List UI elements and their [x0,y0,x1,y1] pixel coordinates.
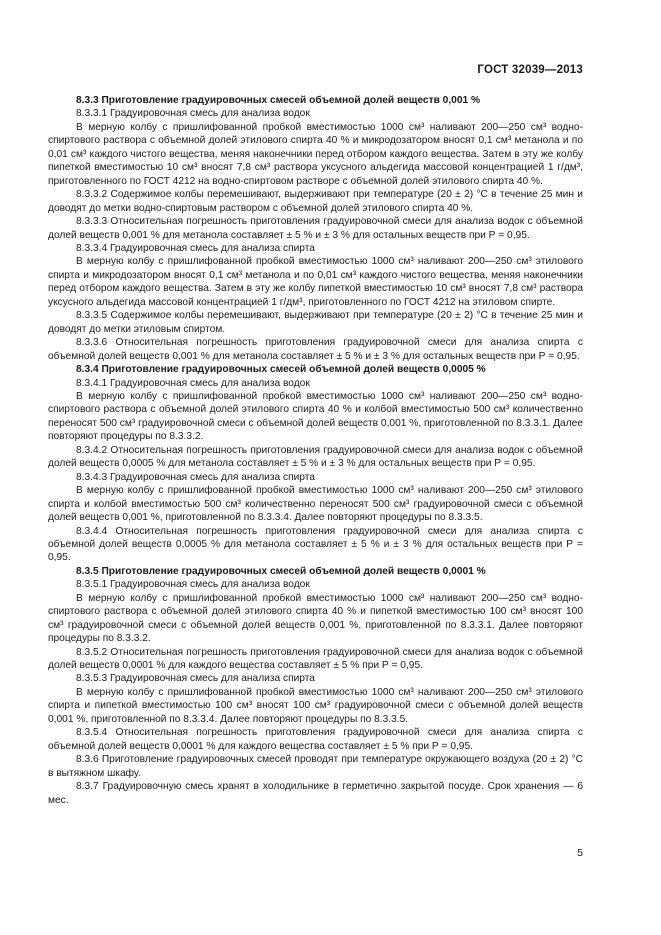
paragraph: 8.3.5.2 Относительная погрешность приготовления градуировочной смеси для анализа водок с объемной долей веществ 0,0001 % для каждого вещества составляет ± 5 % при Р = 0,95. [48,646,583,672]
paragraph: В мерную колбу с пришлифованной пробкой вместимостью 1000 см³ наливают 200—250 см³ водно-спиртового раствора с объемной долей этилового спирта 40 % и пипеткой вместимостью 100 см³ вносят 100 см³ градуировочной смеси с объемной долей веществ 0,001 %, приготовленной по 8.3.3.1. Далее повторяют процедуры по 8.3.3.2. [48,592,583,645]
paragraph: 8.3.3.6 Относительная погрешность приготовления градуировочной смеси для анализа спирта с объемной долей веществ 0,001 % для метанола составляет ± 5 % и ± 3 % для остальных веществ при Р = 0,95. [48,337,583,362]
paragraph: 8.3.5.1 Градуировочная смесь для анализа водок [76,579,310,591]
document-header: ГОСТ 32039—2013 [477,64,583,76]
section-heading: 8.3.5 Приготовление градуировочных смесей объемной долей веществ 0,0001 % [76,565,486,577]
paragraph: 8.3.4.2 Относительная погрешность приготовления градуировочной смеси для анализа водок с объемной долей веществ 0,0005 % для метанола составляет ± 5 % и ± 3 % для остальных веществ при Р = 0,95. [48,444,583,470]
paragraph: 8.3.6 Приготовление градуировочных смесей проводят при температуре окружающего воздуха (20 ± 2) °С в вытяжном шкафу. [48,754,583,779]
page-number: 5 [577,847,583,859]
paragraph: В мерную колбу с пришлифованной пробкой вместимостью 1000 см³ наливают 200—250 см³ водно-спиртового раствора с объемной долей этилового спирта 40 % и колбой вместимостью 500 см³ количественно переносят 500 см³ градуировочной смеси с объемной долей веществ 0,001 %, приготовленной по 8.3.3.1. Далее повторяют процедуры по 8.3.3.2. [48,390,583,443]
paragraph: 8.3.3.1 Градуировочная смесь для анализа водок [76,108,310,120]
paragraph: 8.3.4.4 Относительная погрешность приготовления градуировочной смеси для анализа спирта с объемной долей веществ 0,0005 % для метанола составляет ± 5 % и ± 3 % для остальных веществ при Р = 0,95. [48,525,583,564]
section-heading: 8.3.3 Приготовление градуировочных смесей объемной долей веществ 0,001 % [76,95,481,106]
paragraph: 8.3.7 Градуировочную смесь хранят в холодильнике в герметично закрытой посуде. Срок хранения — 6 мес. [48,781,583,806]
paragraph: 8.3.3.3 Относительная погрешность приготовления градуировочной смеси для анализа водок с объемной долей веществ 0,001 % для метанола составляет ± 5 % и ± 3 % для остальных веществ при Р = 0,95. [48,216,583,241]
paragraph: 8.3.3.5 Содержимое колбы перемешивают, выдерживают при температуре (20 ± 2) °С в течение 25 мин и доводят до метки этиловым спиртом. [48,310,583,335]
paragraph: В мерную колбу с пришлифованной пробкой вместимостью 1000 см³ наливают 200—250 см³ этилового спирта и колбой вместимостью 500 см³ количественно переносят 500 см³ градуировочной смеси с объемной долей веществ 0,001 %, приготовленной по 8.3.3.4. Далее повторяют процедуры по 8.3.3.5. [48,485,583,524]
paragraph: В мерную колбу с пришлифованной пробкой вместимостью 1000 см³ наливают 200—250 см³ этилового спирта и микродозатором вносят 0,1 см³ метанола и по 0,01 см³ каждого чистого вещества, меняя наконечники перед отбором каждого вещества. Затем в эту же колбу пипеткой вместимостью 10 см³ вносят 7,8 см³ раствора уксусного альдегида массовой концентрацией 1 г/дм³, приготовленного по ГОСТ 4212 на этиловом спирте. [48,256,583,308]
paragraph: В мерную колбу с пришлифованной пробкой вместимостью 1000 см³ наливают 200—250 см³ этилового спирта и пипеткой вместимостью 100 см³ вносят 100 см³ градуировочной смеси с объемной долей веществ 0,001 %, приготовленной по 8.3.3.4. Далее повторяют процедуры по 8.3.3.5. [48,686,583,725]
paragraph: В мерную колбу с пришлифованной пробкой вместимостью 1000 см³ наливают 200—250 см³ водно-спиртового раствора с объемной долей этилового спирта 40 % и микродозатором вносят 0,1 см³ метанола и по 0,01 см³ каждого чистого вещества, меняя наконечники перед отбором каждого вещества. Затем в эту же колбу пипеткой вместимостью 10 см³ вносят 7,8 см³ раствора уксусного альдегида массовой концентрацией 1 г/дм³, приготовленного по ГОСТ 4212 на водно-спиртовом растворе с объемной долей этилового спирта 40 %. [48,121,583,187]
paragraph: 8.3.4.1 Градуировочная смесь для анализа водок [76,377,310,389]
paragraph: 8.3.3.2 Содержимое колбы перемешивают, выдерживают при температуре (20 ± 2) °С в течение 25 мин и доводят до метки водно-спиртовым раствором с объемной долей этилового спирта 40 %. [48,189,583,214]
paragraph: 8.3.5.4 Относительная погрешность приготовления градуировочной смеси для анализа спирта с объемной долей веществ 0,0001 % для каждого вещества составляет ± 5 % при Р = 0,95. [48,727,583,752]
paragraph: 8.3.4.3 Градуировочная смесь для анализа спирта [76,471,315,483]
section-heading: 8.3.4 Приготовление градуировочных смесей объемной долей веществ 0,0005 % [76,364,486,376]
paragraph: 8.3.5.3 Градуировочная смесь для анализа спирта [76,673,315,685]
document-body [48,94,583,807]
paragraph: 8.3.3.4 Градуировочная смесь для анализа спирта [76,242,315,254]
